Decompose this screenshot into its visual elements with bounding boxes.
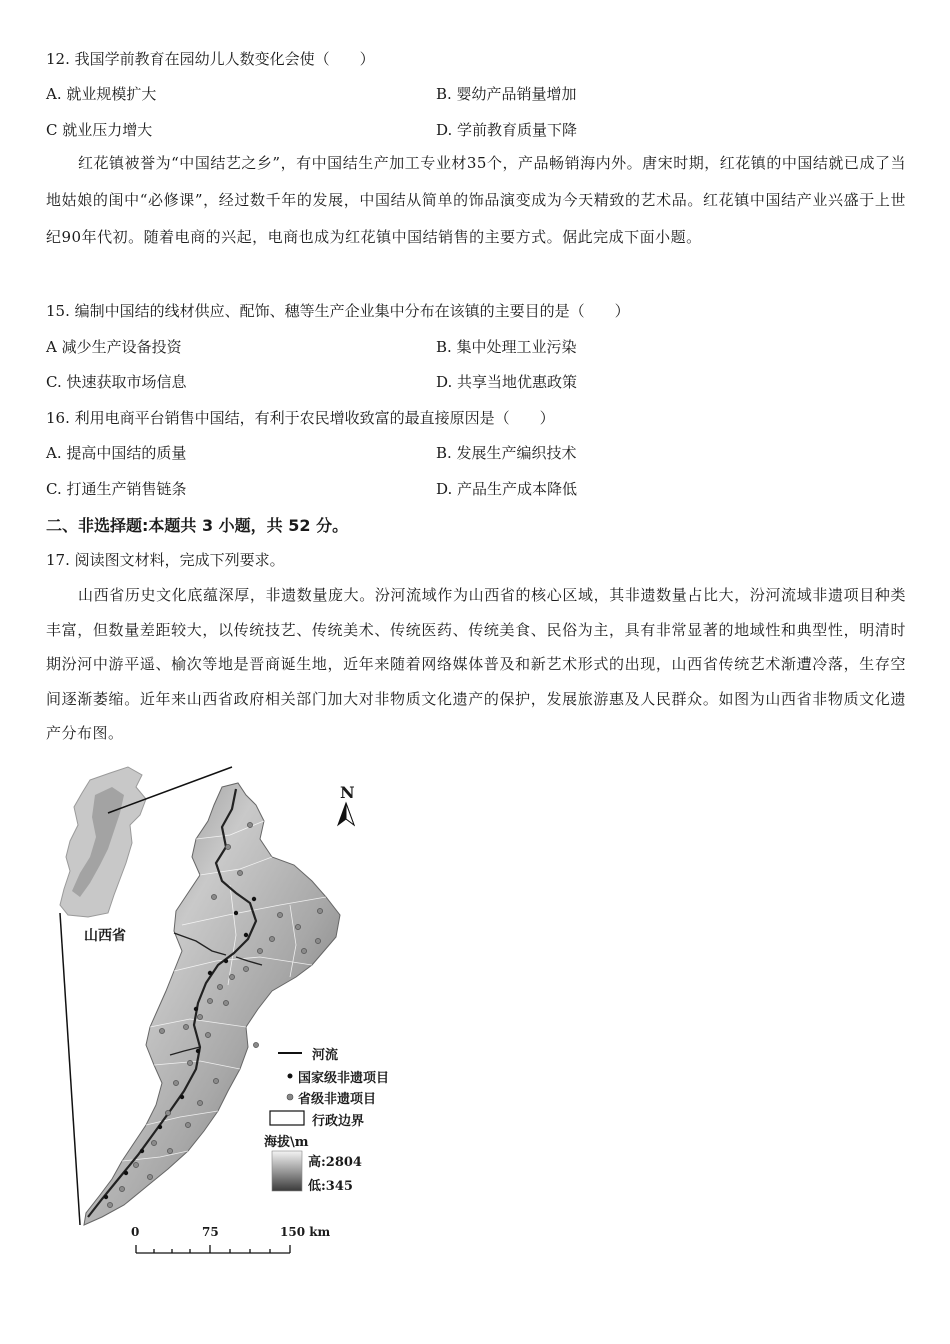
q15-option-b: B. 集中处理工业污染 bbox=[436, 338, 577, 356]
q12-stem: 12. 我国学前教育在园幼儿人数变化会使（ ） bbox=[46, 50, 375, 68]
q16-option-d: D. 产品生产成本降低 bbox=[436, 480, 578, 498]
scale-label-75: 75 bbox=[202, 1225, 219, 1239]
connector-line-bottom bbox=[60, 913, 80, 1225]
q17-stem: 17. 阅读图文材料，完成下列要求。 bbox=[46, 551, 285, 569]
q15-stem: 15. 编制中国结的线材供应、配饰、穗等生产企业集中分布在该镇的主要目的是（ ） bbox=[46, 302, 630, 320]
material-paragraph-1: 红花镇被誉为“中国结艺之乡”，有中国结生产加工专业材35个，产品畅销海内外。唐宋时期，红花镇的中国结就已成了当地姑娘的闺中“必修课”，经过数千年的发展，中国结从简单的饰品演变成为今天精致的艺术品。红花镇中国结产业兴盛于上世纪90年代初。随着电商的兴起，电商也成为红花镇中国结销售的主要方式。倨此完成下面小题。 bbox=[46, 154, 906, 246]
q12-option-a: A. 就业规模扩大 bbox=[46, 85, 157, 103]
legend-elevation-title: 海拔\m bbox=[264, 1135, 309, 1150]
scale-label-0: 0 bbox=[131, 1225, 140, 1239]
legend-boundary-label: 行政边界 bbox=[312, 1114, 365, 1129]
inset-label: 山西省 bbox=[84, 928, 126, 944]
north-arrow-icon bbox=[338, 803, 354, 825]
q16-option-b: B. 发展生产编织技术 bbox=[436, 444, 577, 462]
q15-option-a: A 减少生产设备投资 bbox=[46, 338, 182, 356]
q12-option-c: C 就业压力增大 bbox=[46, 121, 153, 139]
north-label: N bbox=[340, 783, 355, 802]
map-svg bbox=[50, 765, 430, 1265]
q12-option-d: D. 学前教育质量下降 bbox=[436, 121, 578, 139]
scale-bar bbox=[136, 1245, 290, 1253]
q17-material: 山西省历史文化底蕴深厚，非遗数量庞大。汾河流域作为山西省的核心区域，其非遗数量占比大，汾河流域非遗项目种类丰富，但数量差距较大，以传统技艺、传统美术、传统医药、传统美食、民俗为主，具有非常显著的地域性和典型性，明清时期汾河中游平遥、榆次等地是晋商诞生地，近年来随着网络媒体普及和新艺术形式的出现，山西省传统艺术渐遭冷落，生存空间逐渐萎缩。近年来山西省政府相关部门加大对非物质文化遗产的保护，发展旅游惠及人民群众。如图为山西省非物质文化遗产分布图。 bbox=[46, 586, 906, 742]
q16-option-a: A. 提高中国结的质量 bbox=[46, 444, 187, 462]
q16-option-c: C. 打通生产销售链条 bbox=[46, 480, 187, 498]
heritage-distribution-map bbox=[50, 765, 430, 1265]
legend-provincial-symbol bbox=[287, 1094, 293, 1100]
legend-national-symbol bbox=[288, 1074, 293, 1079]
legend-provincial-label: 省级非遗项目 bbox=[298, 1092, 377, 1107]
section-heading: 二、非选择题:本题共 3 小题，共 52 分。 bbox=[46, 516, 349, 535]
q15-option-d: D. 共享当地优惠政策 bbox=[436, 373, 578, 391]
legend-elevation-low: 低:345 bbox=[308, 1179, 353, 1194]
legend-elevation-high: 高:2804 bbox=[308, 1155, 362, 1170]
legend-river-label: 河流 bbox=[312, 1048, 339, 1063]
q12-option-b: B. 婴幼产品销量增加 bbox=[436, 85, 577, 103]
scale-label-150: 150 km bbox=[280, 1225, 331, 1239]
legend-national-label: 国家级非遗项目 bbox=[298, 1071, 390, 1086]
q15-option-c: C. 快速获取市场信息 bbox=[46, 373, 187, 391]
legend-elevation-ramp bbox=[272, 1151, 302, 1191]
q16-stem: 16. 利用电商平台销售中国结，有利于农民增收致富的最直接原因是（ ） bbox=[46, 409, 555, 427]
legend-boundary-symbol bbox=[270, 1111, 304, 1125]
